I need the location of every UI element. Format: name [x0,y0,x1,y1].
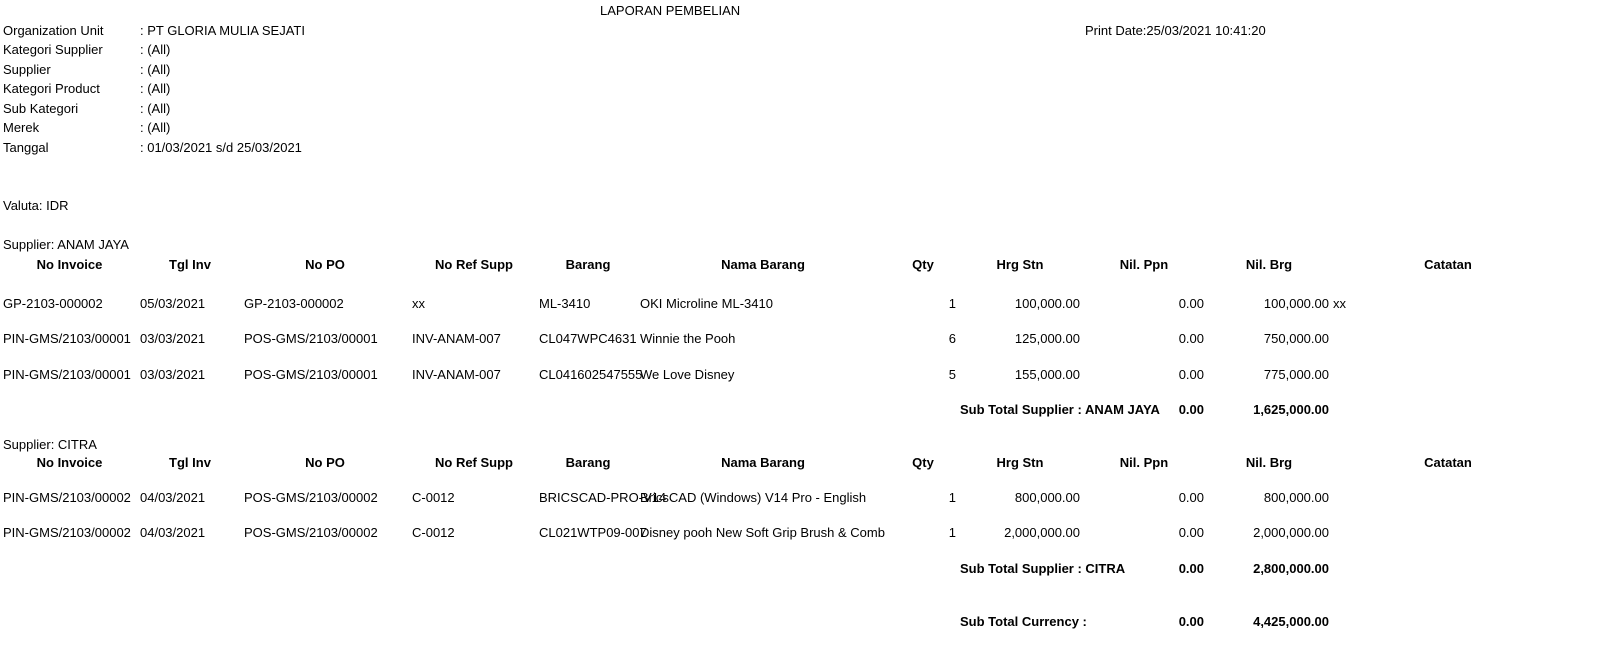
cell-tgl-inv: 03/03/2021 [140,367,206,382]
cell-nil-brg: 750,000.00 [1263,331,1329,346]
currency-total-label: Sub Total Currency : [960,614,1087,629]
column-header-barang: Barang [565,455,611,470]
column-header-no-po: No PO [305,455,345,470]
cell-qty: 1 [948,490,956,505]
cell-nil-ppn: 0.00 [1178,490,1204,505]
cell-no-invoice: PIN-GMS/2103/00001 [3,367,131,382]
cell-nil-ppn: 0.00 [1178,367,1204,382]
filter-value-merek: : (All) [140,120,171,135]
cell-nama-barang: BricsCAD (Windows) V14 Pro - English [640,490,867,505]
cell-no-ref-supp: xx [412,296,425,311]
column-header-nama-barang: Nama Barang [721,257,805,272]
subtotal-label: Sub Total Supplier : ANAM JAYA [960,402,1160,417]
filter-label-kategori-product: Kategori Product [3,81,100,96]
valuta-label: Valuta: IDR [3,198,69,213]
cell-barang: CL021WTP09-007 [539,525,647,540]
column-header-no-ref-supp: No Ref Supp [435,455,513,470]
currency-total-nil-ppn: 0.00 [1178,614,1204,629]
cell-no-po: POS-GMS/2103/00002 [244,525,378,540]
cell-no-ref-supp: C-0012 [412,525,455,540]
column-header-no-po: No PO [305,257,345,272]
filter-value-kategori-product: : (All) [140,81,171,96]
cell-catatan: xx [1333,296,1346,311]
cell-qty: 6 [948,331,956,346]
cell-no-ref-supp: C-0012 [412,490,455,505]
cell-qty: 5 [948,367,956,382]
cell-barang: CL047WPC4631 [539,331,637,346]
column-header-nil-brg: Nil. Brg [1245,455,1293,470]
cell-tgl-inv: 03/03/2021 [140,331,206,346]
cell-no-po: POS-GMS/2103/00001 [244,331,378,346]
currency-total-nil-brg: 4,425,000.00 [1253,614,1329,629]
subtotal-nil-brg: 2,800,000.00 [1253,561,1329,576]
filter-value-org-unit: : PT GLORIA MULIA SEJATI [140,23,305,38]
subtotal-nil-ppn: 0.00 [1178,561,1204,576]
cell-nil-brg: 800,000.00 [1263,490,1329,505]
subtotal-nil-ppn: 0.00 [1178,402,1204,417]
filter-label-org-unit: Organization Unit [3,23,104,38]
filter-value-kategori-supplier: : (All) [140,42,171,57]
cell-qty: 1 [948,525,956,540]
filter-label-supplier: Supplier [3,62,51,77]
subtotal-nil-brg: 1,625,000.00 [1253,402,1329,417]
cell-nil-ppn: 0.00 [1178,331,1204,346]
column-header-catatan: Catatan [1424,257,1472,272]
cell-hrg-stn: 155,000.00 [1014,367,1080,382]
report-title: LAPORAN PEMBELIAN [600,3,741,18]
column-header-nil-brg: Nil. Brg [1245,257,1293,272]
cell-nil-brg: 775,000.00 [1263,367,1329,382]
supplier-group-label: Supplier: ANAM JAYA [3,237,129,252]
cell-nama-barang: Winnie the Pooh [640,331,736,346]
cell-no-invoice: PIN-GMS/2103/00002 [3,525,131,540]
filter-label-kategori-supplier: Kategori Supplier [3,42,103,57]
subtotal-label: Sub Total Supplier : CITRA [960,561,1126,576]
cell-tgl-inv: 05/03/2021 [140,296,206,311]
column-header-no-ref-supp: No Ref Supp [435,257,513,272]
cell-barang: CL041602547555 [539,367,643,382]
column-header-nil-ppn: Nil. Ppn [1119,455,1169,470]
column-header-hrg-stn: Hrg Stn [996,455,1044,470]
cell-barang: BRICSCAD-PRO-V14 [539,490,667,505]
supplier-group-label: Supplier: CITRA [3,437,97,452]
cell-tgl-inv: 04/03/2021 [140,525,206,540]
filter-label-merek: Merek [3,120,40,135]
cell-no-invoice: GP-2103-000002 [3,296,103,311]
cell-hrg-stn: 2,000,000.00 [1004,525,1080,540]
cell-nil-brg: 100,000.00 [1263,296,1329,311]
column-header-tgl-inv: Tgl Inv [169,455,211,470]
filter-value-sub-kategori: : (All) [140,101,171,116]
column-header-barang: Barang [565,257,611,272]
column-header-no-invoice: No Invoice [36,257,103,272]
print-date: Print Date:25/03/2021 10:41:20 [1085,23,1266,38]
cell-barang: ML-3410 [539,296,591,311]
column-header-no-invoice: No Invoice [36,455,103,470]
cell-nil-brg: 2,000,000.00 [1253,525,1329,540]
filter-value-supplier: : (All) [140,62,171,77]
cell-no-ref-supp: INV-ANAM-007 [412,331,501,346]
column-header-nama-barang: Nama Barang [721,455,805,470]
cell-qty: 1 [948,296,956,311]
cell-tgl-inv: 04/03/2021 [140,490,206,505]
cell-hrg-stn: 800,000.00 [1014,490,1080,505]
cell-nil-ppn: 0.00 [1178,296,1204,311]
cell-nama-barang: Disney pooh New Soft Grip Brush & Comb [640,525,885,540]
column-header-hrg-stn: Hrg Stn [996,257,1044,272]
cell-nama-barang: OKI Microline ML-3410 [640,296,773,311]
column-header-catatan: Catatan [1424,455,1472,470]
cell-nama-barang: We Love Disney [640,367,735,382]
cell-no-ref-supp: INV-ANAM-007 [412,367,501,382]
filter-value-tanggal: : 01/03/2021 s/d 25/03/2021 [140,140,302,155]
column-header-nil-ppn: Nil. Ppn [1119,257,1169,272]
cell-nil-ppn: 0.00 [1178,525,1204,540]
cell-no-invoice: PIN-GMS/2103/00001 [3,331,131,346]
filter-label-sub-kategori: Sub Kategori [3,101,79,116]
cell-hrg-stn: 125,000.00 [1014,331,1080,346]
column-header-tgl-inv: Tgl Inv [169,257,211,272]
cell-hrg-stn: 100,000.00 [1014,296,1080,311]
cell-no-po: GP-2103-000002 [244,296,344,311]
cell-no-invoice: PIN-GMS/2103/00002 [3,490,131,505]
column-header-qty: Qty [912,257,934,272]
column-header-qty: Qty [912,455,934,470]
cell-no-po: POS-GMS/2103/00002 [244,490,378,505]
cell-no-po: POS-GMS/2103/00001 [244,367,378,382]
filter-label-tanggal: Tanggal [3,140,49,155]
